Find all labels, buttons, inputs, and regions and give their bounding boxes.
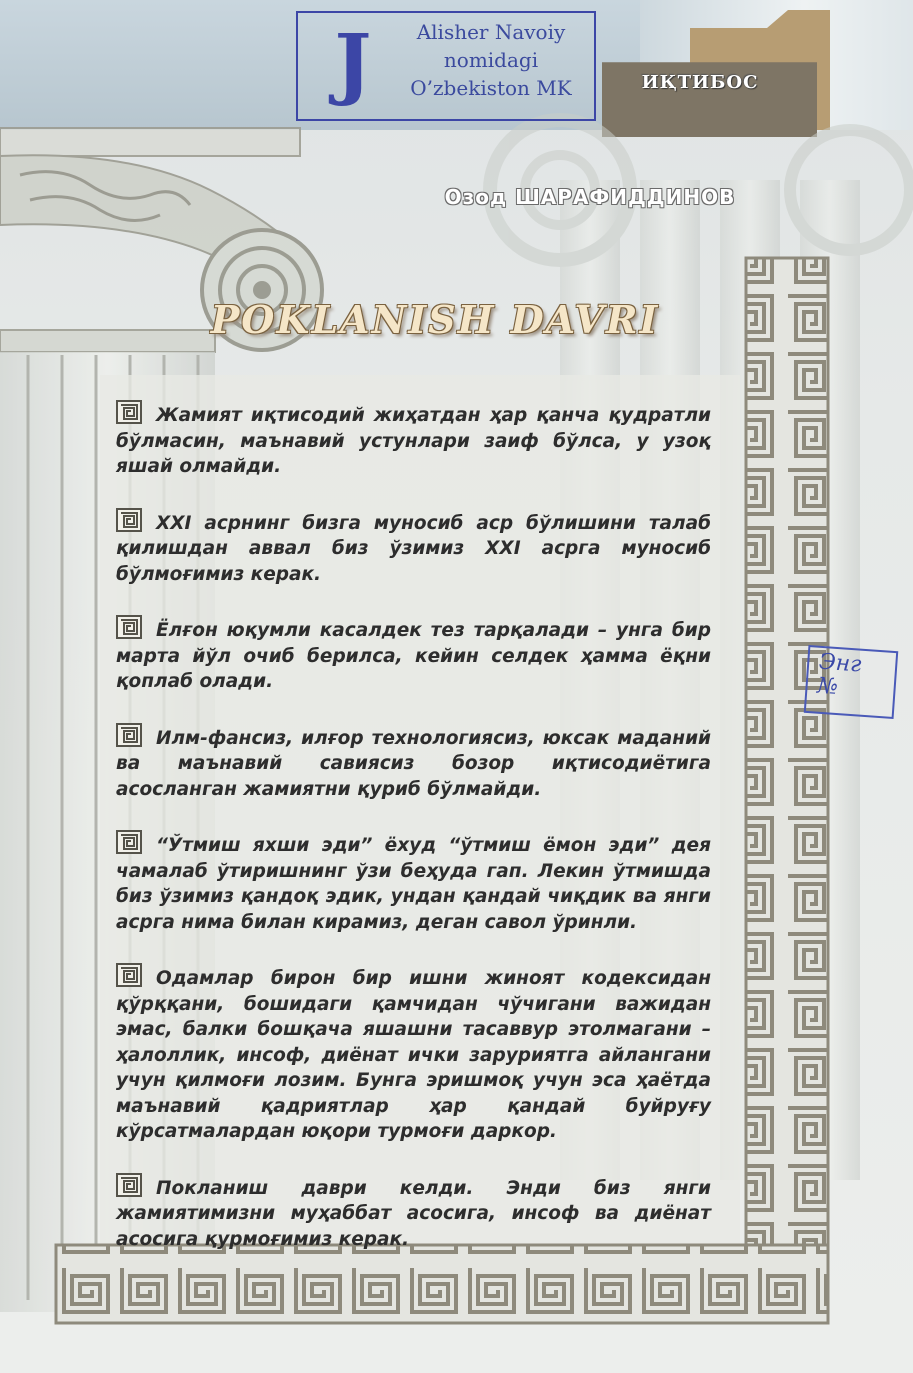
inventory-stamp-line: № xyxy=(816,673,839,700)
library-stamp-text xyxy=(396,18,586,102)
inventory-stamp-text xyxy=(816,651,862,702)
quote-text: Ёлғон юқумли касалдек тез тарқалади – унга бир марта йўл очиб берилса, кейин селдек ҳамма ёқни қоплаб олади. xyxy=(116,620,711,692)
meander-bullet-icon xyxy=(116,1173,142,1197)
quote-item xyxy=(116,615,711,695)
quote-text: Покланиш даври келди. Энди биз янги жамиятимизни муҳаббат асосига, инсоф ва диёнат асосига қурмоғимиз керак. xyxy=(116,1177,711,1250)
meander-bullet-icon xyxy=(116,508,142,532)
meander-bullet-icon xyxy=(116,963,142,987)
meander-bullet-icon xyxy=(116,615,142,639)
library-stamp-line: Alisher Navoiy xyxy=(416,20,566,44)
quote-text: Илм-фансиз, илғор технологиясиз, юксак маданий ва маънавий савиясиз бозор иқтисодиётига асосланган жамиятни қуриб бўлмайди. xyxy=(116,727,711,800)
quote-item xyxy=(116,1173,711,1253)
quote-item xyxy=(116,830,711,935)
section-rubric: ИҚТИБОС xyxy=(641,72,759,93)
quote-list xyxy=(116,400,711,1280)
quote-text: XXI асрнинг бизга муносиб аср бўлишини талаб қилишдан аввал биз ўзимиз XXI асрга муносиб бўлмоғимиз керак. xyxy=(116,512,711,585)
quote-item xyxy=(116,723,711,803)
article-title: POKLANISH DAVRI xyxy=(210,297,660,342)
meander-bullet-icon xyxy=(116,400,142,424)
library-stamp-line: O’zbekiston MK xyxy=(410,76,572,100)
quote-text: “Ўтмиш яхши эди” ёхуд “ўтмиш ёмон эди” дея чамалаб ўтиришнинг ўзи беҳуда гап. Лекин ўтмишда биз ўзимиз қандоқ эдик, ундан қандай чиқдик ва янги асрга нима билан кирамиз, деган савол ўринли. xyxy=(116,835,711,933)
library-stamp-line: nomidagi xyxy=(443,48,539,72)
quote-item xyxy=(116,400,711,480)
library-stamp-letter: J xyxy=(334,18,372,109)
meander-bullet-icon xyxy=(116,723,142,747)
author-name: Озод ШАРАФИДДИНОВ xyxy=(444,185,736,209)
quote-text: Жамият иқтисодий жиҳатдан ҳар қанча қудратли бўлмасин, маънавий устунлари заиф бўлса, у узоқ яшай олмайди. xyxy=(116,405,711,477)
quote-text: Одамлар бирон бир ишни жиноят кодексидан қўрққани, бошидаги қамчидан чўчигани важидан эмас, балки бошқача яшашни тасаввур этолмагани – ҳалоллик, инсоф, диёнат ички заруриятга айлангани учун қилмоғи лозим. Бунга эришмоқ учун эса ҳаётда маънавий қадриятлар ҳар қандай буйруғу кўрсатмалардан юқори турмоғи даркор. xyxy=(116,968,711,1142)
quote-item xyxy=(116,963,711,1145)
meander-bullet-icon xyxy=(116,830,142,854)
inventory-stamp-line: Энг xyxy=(818,649,863,678)
quote-item xyxy=(116,508,711,588)
